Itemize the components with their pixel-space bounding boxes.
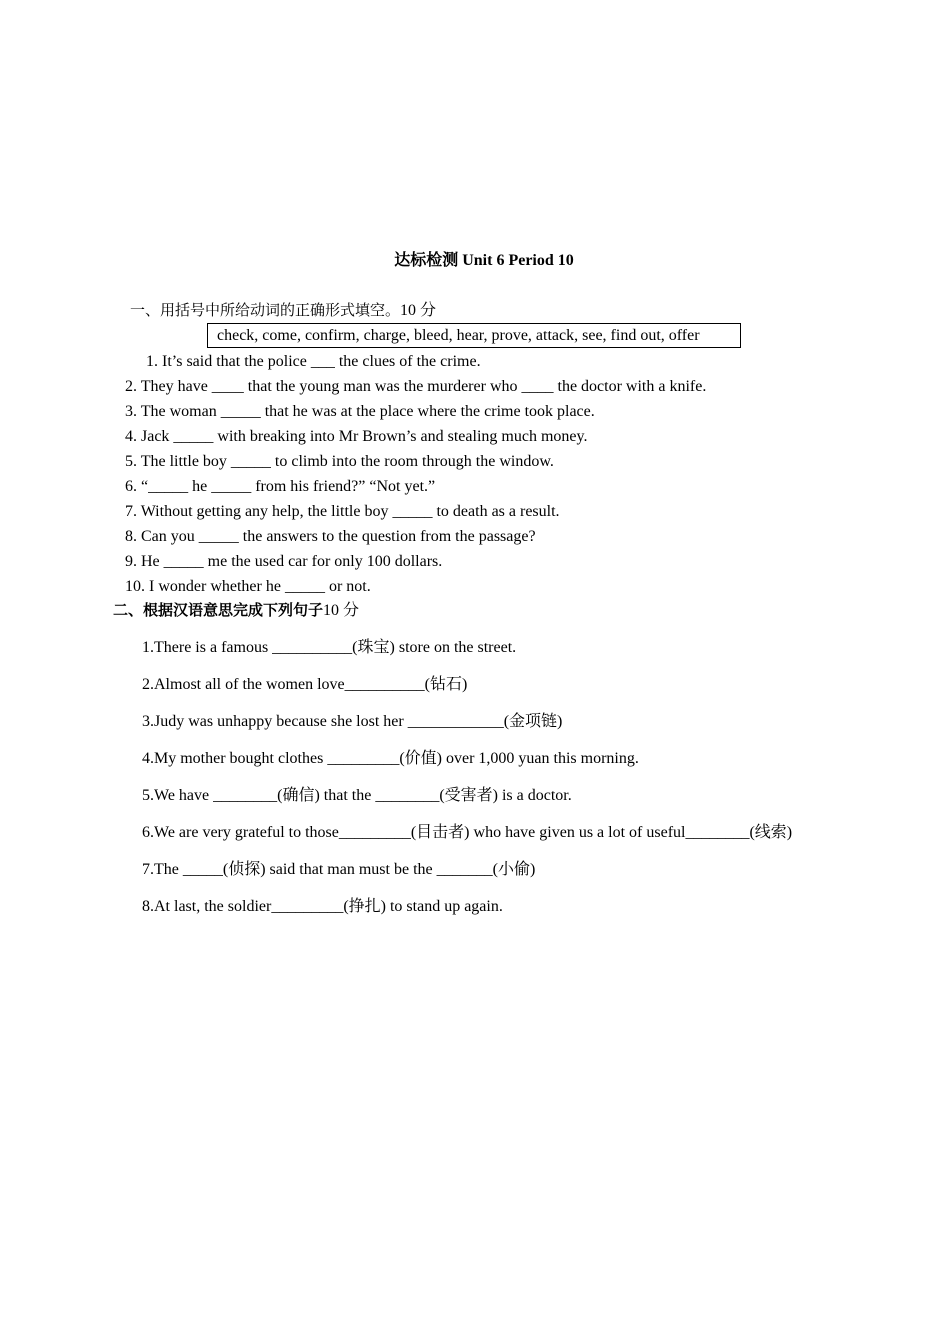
section1-question-3: 3. The woman _____ that he was at the place where the crime took place. <box>125 403 595 420</box>
section1-question-9: 9. He _____ me the used car for only 100 dollars. <box>125 553 443 570</box>
section1-question-10: 10. I wonder whether he _____ or not. <box>125 578 371 595</box>
section2-heading <box>113 599 359 622</box>
section1-question-2: 2. They have ____ that the young man was the murderer who ____ the doctor with a knife. <box>125 378 707 395</box>
section2-question-8: 8.At last, the soldier_________(挣扎) to stand up again. <box>142 898 503 915</box>
section1-points: 10 分 <box>400 302 437 319</box>
section1-question-4: 4. Jack _____ with breaking into Mr Brown’s and stealing much money. <box>125 428 588 445</box>
word-bank-box: check, come, confirm, charge, bleed, hear, prove, attack, see, find out, offer <box>207 323 741 348</box>
section1-question-7: 7. Without getting any help, the little boy _____ to death as a result. <box>125 503 560 520</box>
section1-question-6: 6. “_____ he _____ from his friend?” “Not yet.” <box>125 478 436 495</box>
section2-points: 10 分 <box>323 602 360 619</box>
section2-question-3: 3.Judy was unhappy because she lost her ____________(金项链) <box>142 713 563 730</box>
section1-question-1: 1. It’s said that the police ___ the clues of the crime. <box>146 353 481 370</box>
section2-question-2: 2.Almost all of the women love__________(钻石) <box>142 676 468 693</box>
section2-question-4: 4.My mother bought clothes _________(价值) over 1,000 yuan this morning. <box>142 750 639 767</box>
section1-heading <box>130 299 436 322</box>
section2-question-1: 1.There is a famous __________(珠宝) store on the street. <box>142 639 517 656</box>
page-title: 达标检测 Unit 6 Period 10 <box>394 252 574 269</box>
section2-question-5: 5.We have ________(确信) that the ________(受害者) is a doctor. <box>142 787 572 804</box>
section1-question-5: 5. The little boy _____ to climb into the room through the window. <box>125 453 554 470</box>
section2-heading-text: 二、根据汉语意思完成下列句子 <box>113 601 324 619</box>
section1-question-8: 8. Can you _____ the answers to the question from the passage? <box>125 528 536 545</box>
section1-heading-text: 一、用括号中所给动词的正确形式填空。 <box>130 301 401 319</box>
section2-question-7: 7.The _____(侦探) said that man must be the _______(小偷) <box>142 861 536 878</box>
section2-question-6: 6.We are very grateful to those_________(目击者) who have given us a lot of useful________(线索) <box>142 824 793 841</box>
